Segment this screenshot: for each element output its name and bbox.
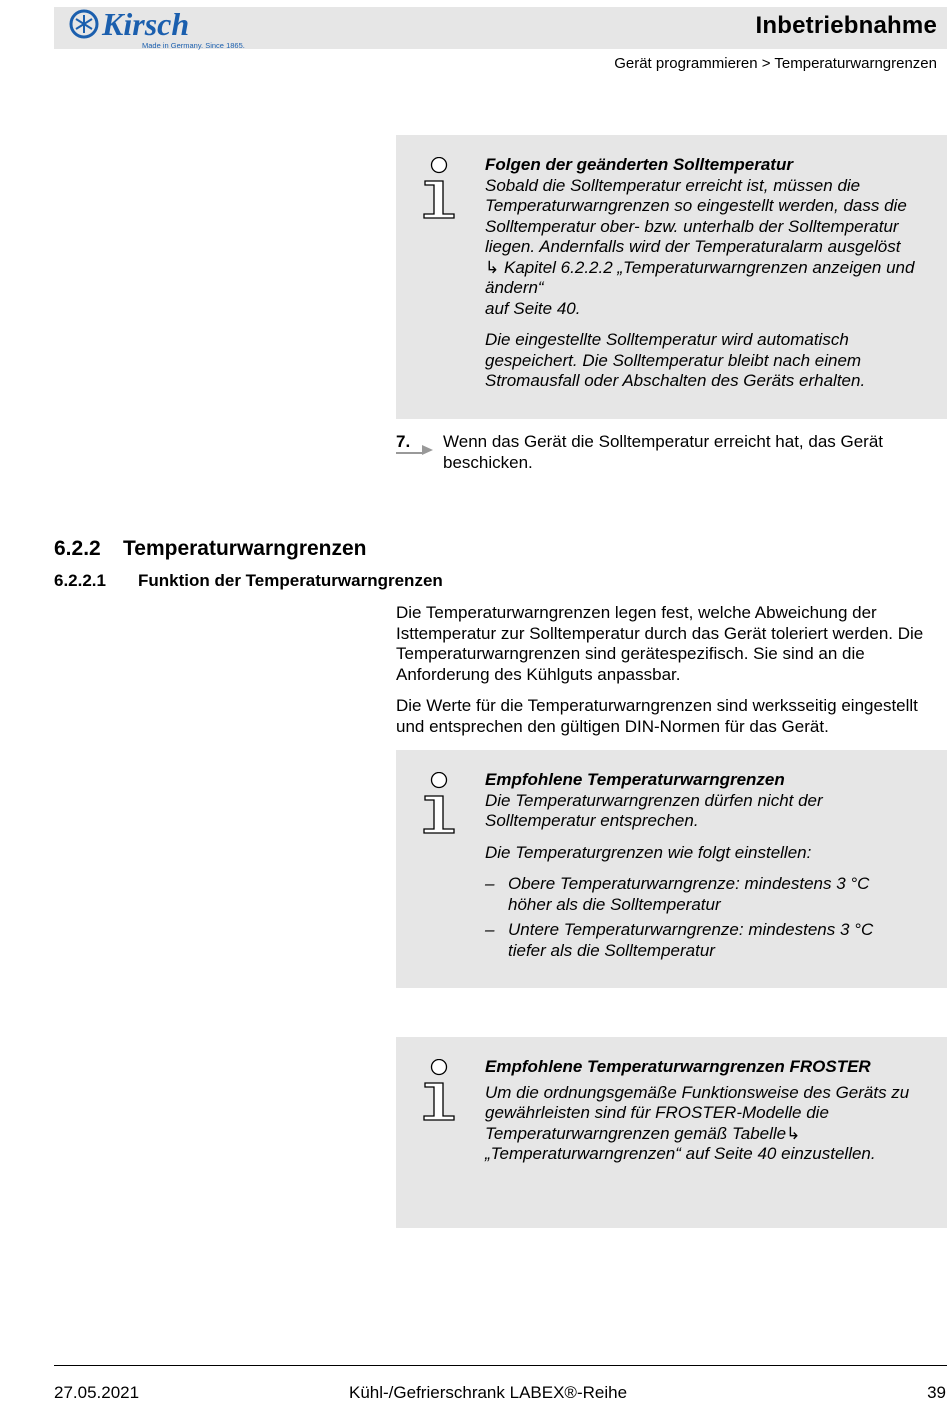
- info-paragraph-text: Um die ordnungsgemäße Funktionsweise des Geräts zu gewährleisten sind für FROSTER-Modelle die Temperaturwarngrenzen gemäß Tabelle: [485, 1082, 910, 1143]
- info-paragraph-text: Sobald die Solltemperatur erreicht ist, müssen die Temperaturwarngrenzen so eingestellt werden, dass die Solltemperatur ober- bzw. unterhalb der Solltemperatur liegen. Andernfalls wird der Temperaturalarm ausgelöst: [485, 175, 907, 256]
- body-paragraph: Die Werte für die Temperaturwarngrenzen sind werksseitig eingestellt und entsprechen den gültigen DIN-Normen für das Gerät.: [396, 696, 918, 736]
- info-icon: [422, 772, 456, 834]
- list-bullet: –: [485, 920, 495, 939]
- chapter-link[interactable]: Kapitel 6.2.2.2 „Temperaturwarngrenzen anzeigen und ändern“: [485, 257, 915, 297]
- chapter-title: Inbetriebnahme: [755, 12, 937, 39]
- info-paragraph: [485, 1083, 915, 1165]
- info-text: [485, 770, 915, 966]
- section-number: 6.2.2: [54, 537, 101, 560]
- footer-date: 27.05.2021: [54, 1383, 140, 1402]
- step-text: Wenn das Gerät die Solltemperatur erreicht hat, das Gerät beschicken.: [443, 432, 884, 472]
- subsection-number: 6.2.2.1: [54, 571, 106, 590]
- info-text: [485, 155, 915, 403]
- info-title: Empfohlene Temperaturwarngrenzen: [485, 770, 785, 789]
- list-bullet: –: [485, 874, 495, 893]
- info-paragraph: Die Temperaturwarngrenzen dürfen nicht der Solltemperatur entsprechen.: [485, 790, 823, 830]
- footer-divider: [54, 1365, 947, 1366]
- breadcrumb: Gerät programmieren > Temperaturwarngrenzen: [614, 55, 937, 72]
- list-item-text: Untere Temperaturwarngrenze: mindestens 3 °C tiefer als die Solltemperatur: [508, 920, 874, 960]
- info-paragraph: Die eingestellte Solltemperatur wird automatisch gespeichert. Die Solltemperatur bleibt nach einem Stromausfall oder Abschalten des Geräts erhalten.: [485, 330, 866, 390]
- list-item-text: Obere Temperaturwarngrenze: mindestens 3 °C höher als die Solltemperatur: [508, 874, 870, 914]
- step-number: 7.: [396, 432, 411, 451]
- section-heading: [54, 537, 367, 561]
- kirsch-logo: [66, 8, 252, 50]
- info-text: [485, 1057, 915, 1176]
- logo-tagline: Made in Germany. Since 1865.: [142, 41, 245, 50]
- subsection-title: Funktion der Temperaturwarngrenzen: [138, 571, 443, 590]
- link-arrow-icon: ↳: [786, 1123, 801, 1143]
- info-icon: [422, 157, 456, 219]
- list-item: [485, 920, 915, 961]
- info-box-target-temperature: [396, 135, 947, 419]
- info-paragraph-end: einzustellen.: [781, 1144, 876, 1163]
- table-link[interactable]: „Temperaturwarngrenzen“ auf Seite 40: [485, 1144, 777, 1163]
- logo-text: Kirsch: [102, 8, 190, 42]
- step-arrow-icon: [396, 441, 434, 455]
- footer-document-title: Kühl-/Gefrierschrank LABEX®-Reihe: [349, 1383, 628, 1402]
- info-title: Empfohlene Temperaturwarngrenzen FROSTER: [485, 1057, 871, 1076]
- info-box-froster-limits: [396, 1037, 947, 1228]
- link-arrow-icon: ↳: [485, 257, 500, 277]
- info-icon: [422, 1059, 456, 1121]
- limits-list: [485, 874, 915, 961]
- page-reference: auf Seite 40.: [485, 298, 581, 318]
- info-paragraph: [485, 176, 915, 320]
- section-body: [396, 603, 944, 748]
- info-paragraph: Die Temperaturgrenzen wie folgt einstellen:: [485, 842, 812, 862]
- list-item: [485, 874, 915, 915]
- body-paragraph: Die Temperaturwarngrenzen legen fest, welche Abweichung der Isttemperatur zur Solltemperatur durch das Gerät toleriert werden. Die Temperaturwarngrenzen sind gerätespezifisch. Sie sind an die Anforderung des Kühlguts anpassbar.: [396, 603, 924, 684]
- info-title: Folgen der geänderten Solltemperatur: [485, 155, 793, 174]
- subsection-heading: [54, 571, 443, 591]
- info-box-recommended-limits: [396, 750, 947, 988]
- page-number: 39: [927, 1383, 946, 1402]
- section-title: Temperaturwarngrenzen: [123, 537, 367, 560]
